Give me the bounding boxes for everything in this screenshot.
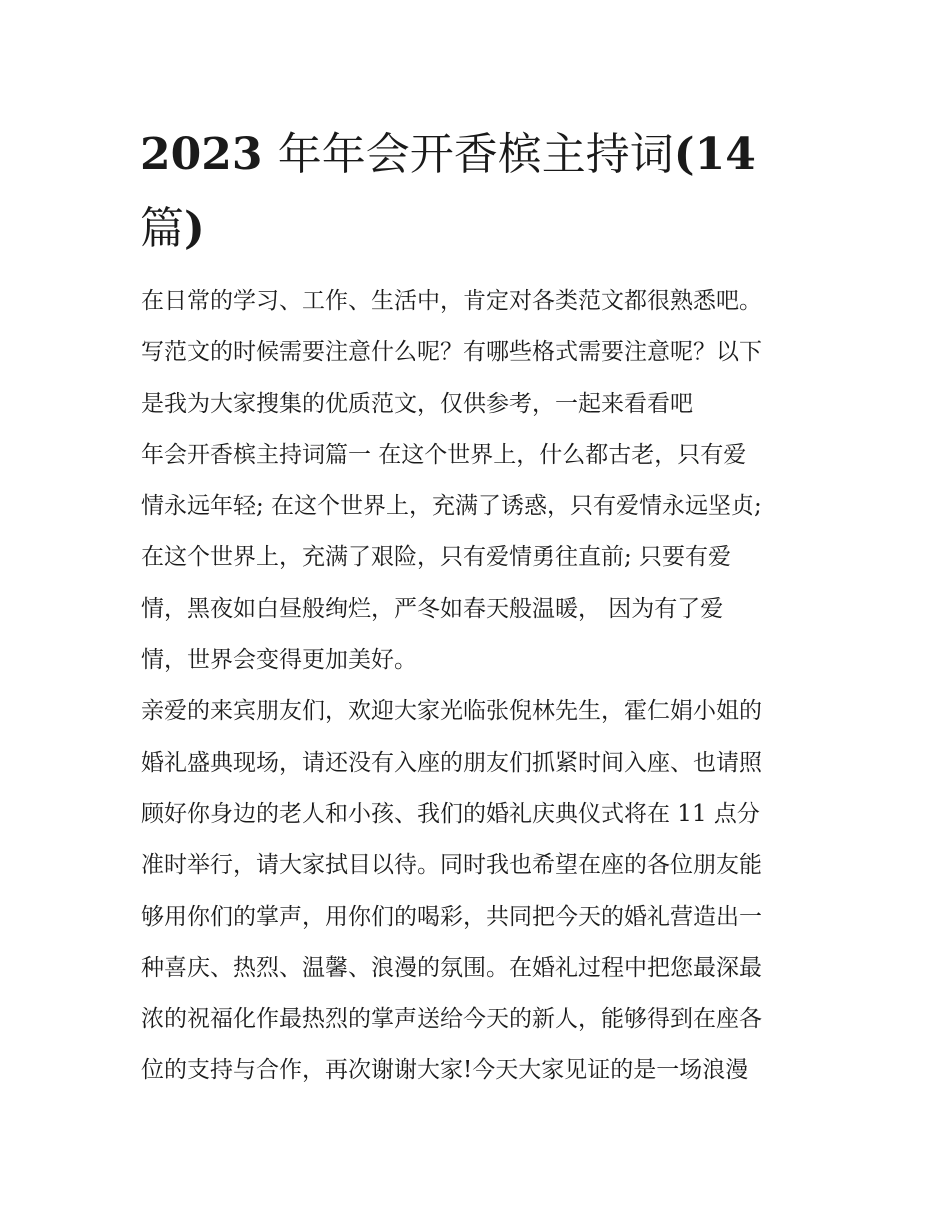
body-line: 婚礼盛典现场，请还没有入座的朋友们抓紧时间入座、也请照 [141, 749, 762, 776]
body-line: 浓的祝福化作最热烈的掌声送给今天的新人，能够得到在座各 [141, 1006, 762, 1033]
body-line: 情，世界会变得更加美好。 [141, 647, 417, 674]
body-line: 写范文的时候需要注意什么呢？有哪些格式需要注意呢？以下 [141, 339, 762, 366]
body-line: 在这个世界上，充满了艰险，只有爱情勇往直前; 只要有爱 [141, 544, 732, 571]
body-line: 年会开香槟主持词篇一 在这个世界上，什么都古老，只有爱 [141, 441, 747, 468]
body-line: 位的支持与合作，再次谢谢大家!今天大家见证的是一场浪漫 [141, 1057, 749, 1084]
body-line: 在日常的学习、工作、生活中，肯定对各类范文都很熟悉吧。 [141, 288, 762, 314]
body-line: 是我为大家搜集的优质范文，仅供参考，一起来看看吧 [141, 390, 693, 417]
title-year: 2023 [140, 129, 263, 180]
title-count-close: ) [184, 203, 205, 254]
body-line: 情永远年轻; 在这个世界上，充满了诱惑，只有爱情永远坚贞; [141, 493, 762, 520]
body-line: 够用你们的掌声，用你们的喝彩，共同把今天的婚礼营造出一 [141, 903, 762, 930]
document-body [141, 276, 813, 1097]
body-line: 准时举行，请大家拭目以待。同时我也希望在座的各位朋友能 [141, 852, 762, 879]
title-count-open: (14 [673, 129, 756, 180]
title-count-unit: 篇 [140, 203, 184, 254]
body-line: 种喜庆、热烈、温馨、浪漫的氛围。在婚礼过程中把您最深最 [141, 954, 762, 981]
body-line: 亲爱的来宾朋友们，欢迎大家光临张倪林先生，霍仁娟小姐的 [141, 698, 762, 725]
title-text: 年年会开香槟主持词 [277, 129, 674, 180]
document-title [140, 118, 820, 266]
body-line: 情，黑夜如白昼般绚烂，严冬如春天般温暖， 因为有了爱 [141, 595, 724, 622]
body-line: 顾好你身边的老人和小孩、我们的婚礼庆典仪式将在 11 点分 [141, 800, 760, 827]
